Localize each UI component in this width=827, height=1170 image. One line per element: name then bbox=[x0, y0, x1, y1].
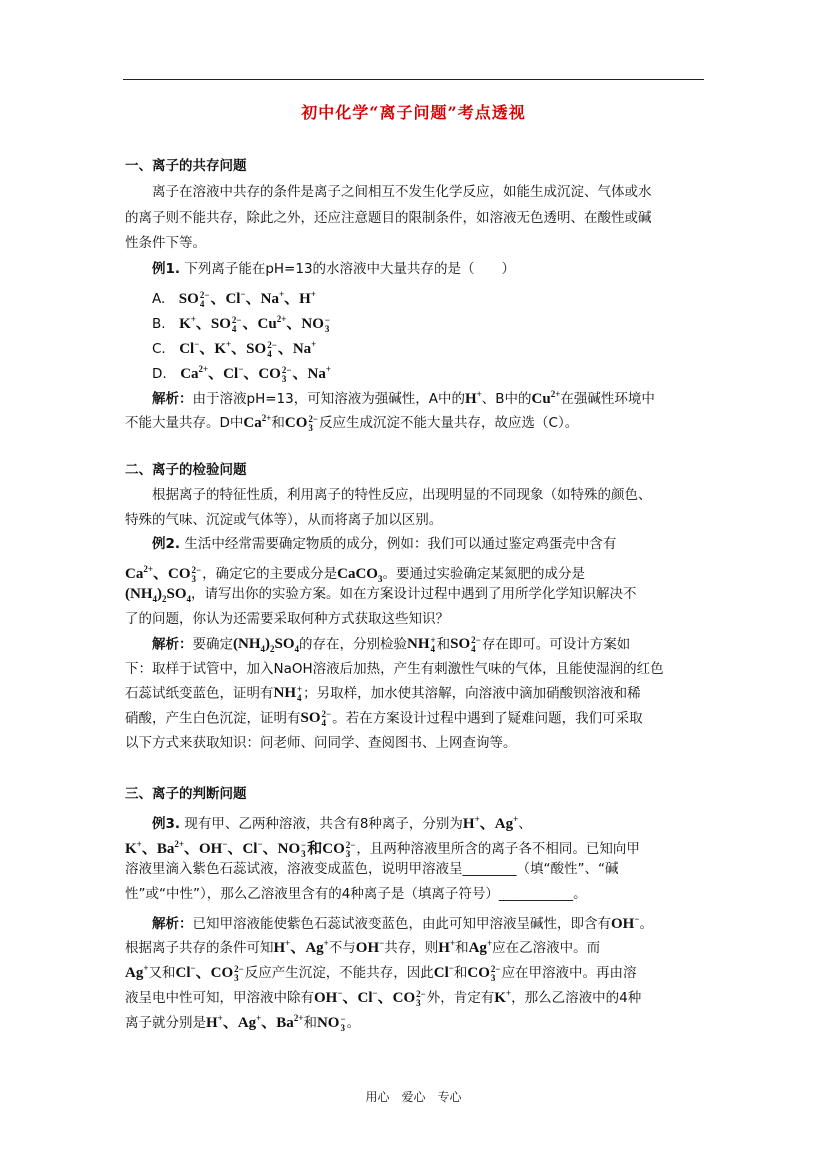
text-line: 离子在溶液中共存的条件是离子之间相互不发生化学反应，如能生成沉淀、气体或水 bbox=[152, 184, 652, 200]
page-footer: 用心 爱心 专心 bbox=[365, 1090, 462, 1104]
text-line: 石蕊试纸变蓝色，证明有NH + 4 ；另取样，加水使其溶解，向溶液中滴加硝酸钡溶液和稀 bbox=[125, 684, 641, 703]
text-line: 解析：要确定$(NH_4)_2SO_4$的存在，分别检验NH + 4 和SO 2− 4 存在即可。可设计方案如 bbox=[152, 635, 631, 655]
text-line: 例3. 现有甲、乙两种溶液，共含有8种离子，分别为H+、Ag+、 bbox=[152, 814, 532, 832]
text-line: C. Cl−、K+、SO 2− 4 、Na+ bbox=[152, 339, 317, 359]
text-line: 的离子则不能共存，除此之外，还应注意题目的限制条件，如溶液无色透明、在酸性或碱 bbox=[125, 210, 652, 226]
text-line: K+、$Ba^{2+}$、OH−、Cl−、NO − 3 和CO 2− 3 ，且两种溶液里所含的离子各不相同。已知向甲 bbox=[125, 839, 640, 859]
text-line: 不能大量共存。D中$Ca^{2+}$和CO 2− 3 反应生成沉淀不能大量共存，故应选（C）。 bbox=[125, 413, 579, 433]
text-line: 根据离子共存的条件可知H+、Ag+不与OH−共存，则H+和Ag+应在乙溶液中。而 bbox=[125, 938, 601, 956]
text-line: 例2. 生活中经常需要确定物质的成分，例如：我们可以通过鉴定鸡蛋壳中含有 bbox=[152, 536, 617, 552]
document-title: 初中化学“离子问题”考点透视 bbox=[301, 103, 526, 122]
text-line: 性”或“中性”），那么乙溶液里含有的4种离子是（填离子符号）___________。 bbox=[125, 886, 587, 902]
text-line: 下：取样于试管中，加入NaOH溶液后加热，产生有刺激性气味的气体，且能使湿润的红色 bbox=[125, 661, 664, 677]
text-line: 液呈电中性可知，甲溶液中除有OH−、Cl−、CO 2− 3 外，肯定有K+，那么乙溶液中的4种 bbox=[125, 988, 642, 1008]
text-line: A. SO 2− 4 、Cl−、Na+、H+ bbox=[152, 289, 316, 309]
text-line: 特殊的气味、沉淀或气体等），从而将离子加以区别。 bbox=[125, 512, 443, 528]
header-rule bbox=[123, 79, 704, 80]
text-line: 硝酸，产生白色沉淀，证明有SO 2− 4 。若在方案设计过程中遇到了疑难问题，我们可采取 bbox=[125, 709, 643, 728]
text-line: 性条件下等。 bbox=[125, 235, 206, 251]
text-line: 二、离子的检验问题 bbox=[125, 462, 247, 478]
text-line: 例1. 下列离子能在pH=13的水溶液中大量共存的是（ ） bbox=[152, 261, 516, 277]
text-line: $Ca^{2+}$、CO 2− 3 ，确定它的主要成分是CaCO$_3$。要通过实验确定某氮肥的成分是 bbox=[125, 564, 585, 584]
text-line: 离子就分别是H+、Ag+、$Ba^{2+}$和NO − 3 。 bbox=[125, 1013, 361, 1033]
text-line: 根据离子的特征性质，利用离子的特性反应，出现明显的不同现象（如特殊的颜色、 bbox=[152, 487, 652, 503]
text-line: Ag+又和Cl−、CO 2− 3 反应产生沉淀，不能共存，因此Cl−和CO 2− 3 应在甲溶液中。再由溶 bbox=[125, 963, 637, 983]
text-line: 解析：由于溶液pH=13，可知溶液为强碱性，A中的H+、B中的$Cu^{2+}$在强碱性环境中 bbox=[152, 389, 655, 407]
text-line: $(NH_4)_2SO_4$，请写出你的实验方案。如在方案设计过程中遇到了用所学化学知识解决不 bbox=[125, 586, 637, 604]
text-line: B. K+、SO 2− 4 、$Cu^{2+}$、NO − 3 bbox=[152, 314, 331, 334]
text-line: 溶液里滴入紫色石蕊试液，溶液变成蓝色，说明甲溶液呈________（填“酸性”、“碱 bbox=[125, 861, 619, 877]
text-line: 一、离子的共存问题 bbox=[125, 158, 247, 174]
text-line: 了的问题，你认为还需要采取何种方式获取这些知识？ bbox=[125, 611, 449, 627]
text-line: 以下方式来获取知识：问老师、问同学、查阅图书、上网查询等。 bbox=[125, 735, 517, 751]
text-line: 三、离子的判断问题 bbox=[125, 786, 247, 802]
text-line: 解析：已知甲溶液能使紫色石蕊试液变蓝色，由此可知甲溶液呈碱性，即含有OH−。 bbox=[152, 914, 653, 932]
text-line: D. $Ca^{2+}$、Cl−、CO 2− 3 、Na+ bbox=[152, 364, 331, 384]
